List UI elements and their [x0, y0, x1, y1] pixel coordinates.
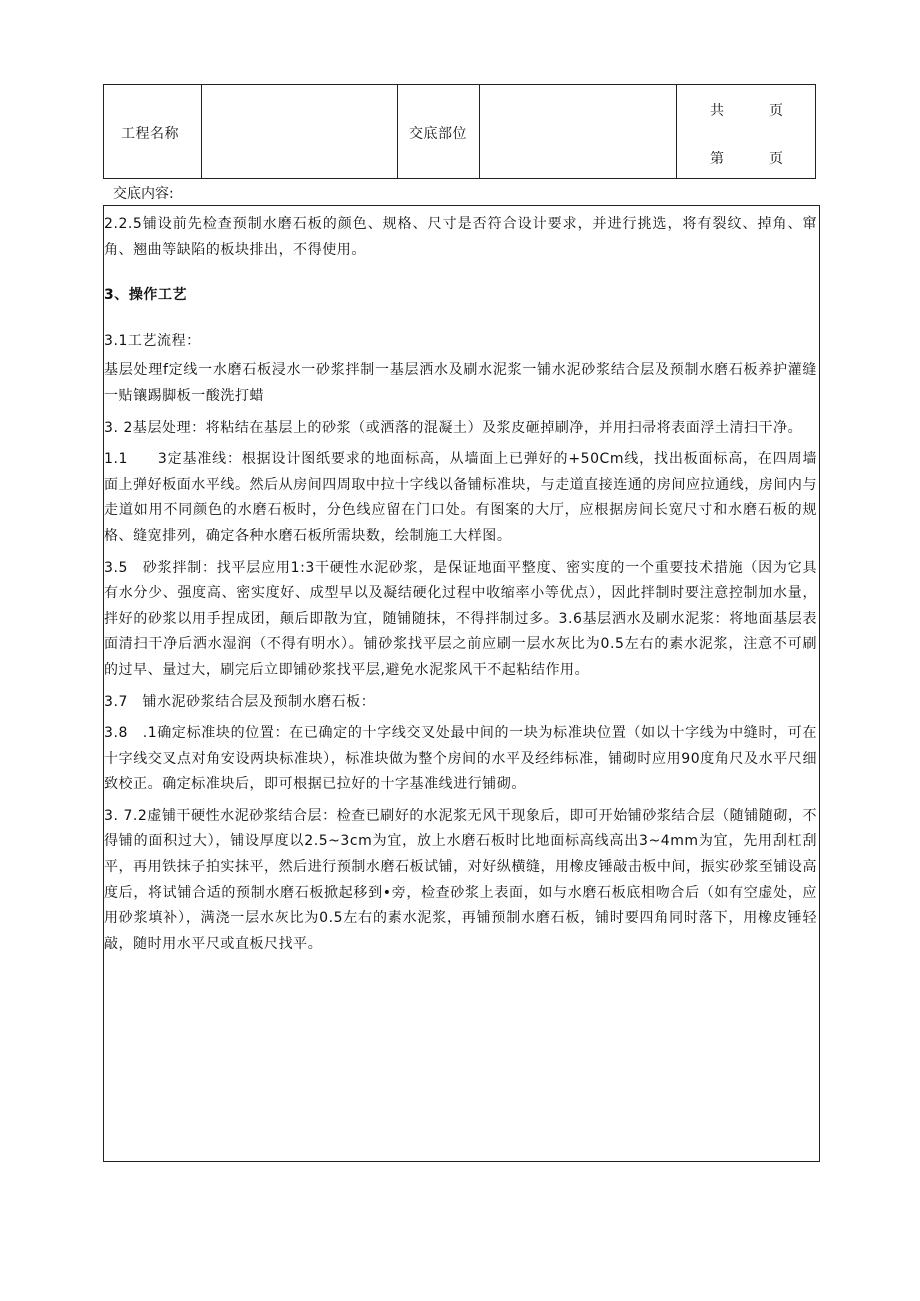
- paragraph-3-2: 3. 2基层处理：将粘结在基层上的砂浆（或洒落的混凝土）及浆皮砸掉刷净，并用扫帚将表面浮土清扫干净。: [104, 419, 803, 436]
- location-label: 交底部位: [409, 126, 467, 142]
- paragraph-process-flow: 基层处理f定线一水磨石板浸水一砂浆拌制一基层洒水及刷水泥浆一铺水泥砂浆结合层及预制水磨石板养护灌缝一贴镶踢脚板一酸洗打蜡: [104, 362, 817, 404]
- total-pages-prefix: 共: [710, 103, 725, 119]
- paragraph-2-2-5: 2.2.5铺设前先检查预制水磨石板的颜色、规格、尺寸是否符合设计要求，并进行挑选，将有裂纹、掉角、窜角、翘曲等缺陷的板块排出，不得使用。: [104, 216, 817, 258]
- header-table: [103, 84, 816, 179]
- paragraph-3-7-2: 3. 7.2虚铺干硬性水泥砂浆结合层：检查已刷好的水泥浆无风干现象后，即可开始铺砂浆结合层（随铺随砌，不得铺的面积过大），铺设厚度以2.5~3cm为宜，放上水磨石板时比地面标高线高出3~4mm为宜，先用刮杠刮平，再用铁抹子拍实抹平，然后进行预制水磨石板试铺，对好纵横缝，用橡皮锤敲击板中间，振实砂浆至铺设高度后，将试铺合适的预制水磨石板掀起移到•旁，检查砂浆上表面，如与水磨石板底相吻合后（如有空虚处，应用砂浆填补），满浇一层水灰比为0.5左右的素水泥浆，再铺预制水磨石板，铺时要四角同时落下，用橡皮锤轻敲，随时用水平尺或直板尺找平。: [104, 807, 817, 952]
- project-name-label: 工程名称: [121, 126, 179, 142]
- content-box: [103, 205, 820, 1162]
- paragraph-3-7: 3.7 铺水泥砂浆结合层及预制水磨石板：: [104, 693, 376, 710]
- current-page-prefix: 第: [710, 151, 725, 167]
- content-label: 交底内容:: [113, 186, 174, 202]
- location-label-cell: [398, 85, 480, 178]
- paragraph-3-1: 3.1工艺流程：: [104, 332, 201, 349]
- paragraph-3-5: 3.5 砂浆拌制：找平层应用1:3干硬性水泥砂浆，是保证地面平整度、密实度的一个重要技术措施（因为它具有水分少、强度高、密实度好、成型早以及凝结硬化过程中收缩率小等优点），因此拌制时要注意控制加水量，拌好的砂浆以用手捏成团，颠后即散为宜，随铺随抹，不得拌制过多。3.6基层洒水及刷水泥浆：将地面基层表面清扫干净后洒水湿润（不得有明水）。铺砂浆找平层之前应刷一层水灰比为0.5左右的素水泥浆，注意不可刷的过早、量过大，刷完后立即铺砂浆找平层,避免水泥浆风干不起粘结作用。: [104, 559, 817, 678]
- project-name-value-cell: [202, 85, 398, 178]
- project-name-label-cell: [104, 85, 202, 178]
- content-body: [104, 212, 817, 963]
- paragraph-datum-line: 1.1 3定基准线：根据设计图纸要求的地面标高，从墙面上已弹好的+50Cm线，找出板面标高，在四周墙面上弹好板面水平线。然后从房间四周取中拉十字线以备铺标准块，与走道直接连通的房间应拉通线，房间内与走道如用不同颜色的水磨石板时，分色线应留在门口处。有图案的大厅，应根据房间长宽尺寸和水磨石板的规格、缝宽排列，确定各种水磨石板所需块数，绘制施工大样图。: [104, 451, 817, 544]
- section-heading-operation: 3、操作工艺: [104, 287, 188, 304]
- total-pages-suffix: 页: [769, 103, 784, 119]
- current-page-suffix: 页: [769, 151, 784, 167]
- page-count-cell: [677, 85, 815, 178]
- paragraph-3-8: 3.8 .1确定标准块的位置：在已确定的十字线交叉处最中间的一块为标准块位置（如以十字线为中缝时，可在十字线交叉点对角安设两块标准块），标准块做为整个房间的水平及经纬标准，铺砌时应用90度角尺及水平尺细致校正。确定标准块后，即可根据已拉好的十字基准线进行铺砌。: [104, 725, 817, 793]
- location-value-cell: [480, 85, 677, 178]
